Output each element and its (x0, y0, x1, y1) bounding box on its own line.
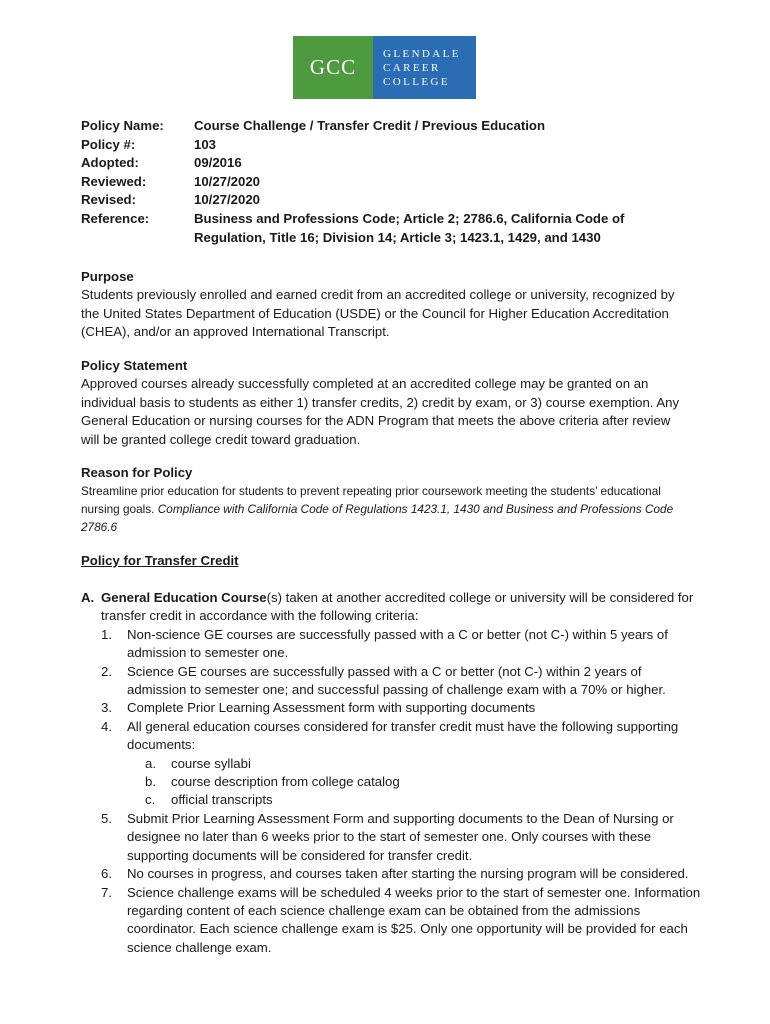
criteria-number: 3. (101, 700, 112, 716)
item-body (101, 589, 701, 957)
meta-label: Revised: (81, 192, 136, 208)
criteria-text: No courses in progress, and courses taken after starting the nursing program will be considered. (127, 866, 689, 882)
meta-row-adopted (81, 154, 634, 173)
meta-value: 10/27/2020 (194, 173, 261, 189)
criteria-number: 6. (101, 866, 112, 882)
meta-label: Policy Name: (81, 118, 164, 133)
criteria-number: 2. (101, 663, 112, 679)
criteria-text: Submit Prior Learning Assessment Form and supporting documents to the Dean of Nursing or designee no later than 6 weeks prior to the start of semester one. Only courses with these supporting documents will be considered for transfer credit. (127, 810, 674, 863)
meta-value: 103 (194, 136, 217, 152)
purpose-heading: Purpose (81, 269, 134, 284)
meta-row-policy-name (81, 117, 634, 136)
criteria-list (101, 626, 701, 957)
logo-line-2: CAREER (383, 61, 441, 74)
meta-label: Adopted: (81, 155, 139, 171)
meta-label: Reference: (81, 210, 150, 226)
logo-line-1: GLENDALE (383, 47, 461, 60)
college-logo (293, 36, 476, 99)
reason-text-italic: Compliance with California Code of Regulations 1423.1, 1430 and Business and Professions Code 2786.6 (81, 502, 674, 535)
meta-value: Course Challenge / Transfer Credit / Previous Education (194, 118, 546, 133)
criteria-item (101, 884, 701, 958)
meta-row-reference (81, 210, 634, 247)
document-item (127, 791, 701, 809)
policy-statement-section (81, 357, 691, 449)
reason-section (81, 464, 691, 536)
logo-line-3: COLLEGE (383, 75, 450, 88)
criteria-number: 5. (101, 810, 112, 826)
document-letter: a. (145, 755, 156, 771)
purpose-section (81, 268, 691, 342)
document-letter: c. (145, 792, 156, 808)
document-item (127, 755, 701, 773)
item-marker: A. (81, 590, 95, 605)
meta-row-reviewed (81, 173, 634, 192)
meta-label: Reviewed: (81, 173, 147, 189)
transfer-credit-heading: Policy for Transfer Credit (81, 553, 239, 568)
criteria-text: Science GE courses are successfully passed with a C or better (not C-) within 2 years of admission to semester one; and successful passing of challenge exam with a 70% or higher. (127, 663, 666, 698)
criteria-text: All general education courses considered for transfer credit must have the following supporting documents: (127, 718, 679, 753)
document-item (127, 773, 701, 791)
meta-row-policy-number (81, 136, 634, 155)
logo-mark (293, 36, 373, 99)
criteria-item (101, 626, 701, 663)
item-intro (101, 589, 701, 626)
criteria-number: 7. (101, 884, 112, 900)
item-intro-rest: (s) taken at another accredited college or university will be considered for transfer credit in accordance with the following criteria: (101, 590, 694, 624)
documents-list (127, 755, 701, 810)
logo-wordmark (373, 36, 476, 99)
reason-text (81, 482, 691, 536)
document-text: course description from college catalog (171, 774, 400, 790)
general-education-item (81, 589, 701, 957)
meta-label: Policy #: (81, 136, 136, 152)
transfer-credit-section (81, 552, 691, 570)
policy-statement-heading: Policy Statement (81, 358, 188, 373)
document-letter: b. (145, 774, 156, 790)
meta-value: 10/27/2020 (194, 192, 261, 208)
criteria-text: Non-science GE courses are successfully passed with a C or better (not C-) within 5 years of admission to semester one. (127, 626, 668, 661)
reason-text-plain: Streamline prior education for students to prevent repeating prior coursework meeting the students’ educational nursing goals. (81, 484, 661, 517)
criteria-number: 4. (101, 718, 112, 734)
document-text: course syllabi (171, 755, 251, 771)
item-intro-bold: General Education Course (101, 590, 267, 605)
meta-row-revised (81, 191, 634, 210)
reason-heading: Reason for Policy (81, 465, 193, 480)
criteria-text: Complete Prior Learning Assessment form with supporting documents (127, 700, 536, 716)
criteria-item (101, 699, 701, 717)
criteria-item (101, 810, 701, 865)
policy-metadata (81, 117, 634, 247)
meta-value: 09/2016 (194, 155, 242, 171)
meta-value: Business and Professions Code; Article 2; 2786.6, California Code of Regulation, Title 16; Division 14; Article 3; 1423.1, 1429, and 1430 (194, 210, 625, 245)
logo-mark-text: GCC (309, 55, 357, 79)
criteria-item (101, 718, 701, 810)
criteria-item (101, 865, 701, 883)
document-text: official transcripts (171, 792, 273, 808)
criteria-item (101, 663, 701, 700)
criteria-number: 1. (101, 626, 112, 642)
purpose-text: Students previously enrolled and earned credit from an accredited college or university, recognized by the United States Department of Education (USDE) or the Council for Higher Education Accreditation (CHEA), and/or an approved International Transcript. (81, 287, 675, 340)
policy-statement-text: Approved courses already successfully completed at an accredited college may be granted on an individual basis to students as either 1) transfer credits, 2) credit by exam, or 3) course exemption. Any General Education or nursing courses for the ADN Program that meets the above criteria after review will be granted college credit toward graduation. (81, 376, 680, 447)
criteria-text: Science challenge exams will be scheduled 4 weeks prior to the start of semester one. Information regarding content of each science challenge exam can be obtained from the admissions coordinator. Each science challenge exam is $25. Only one opportunity will be provided for each science challenge exam. (127, 884, 701, 955)
